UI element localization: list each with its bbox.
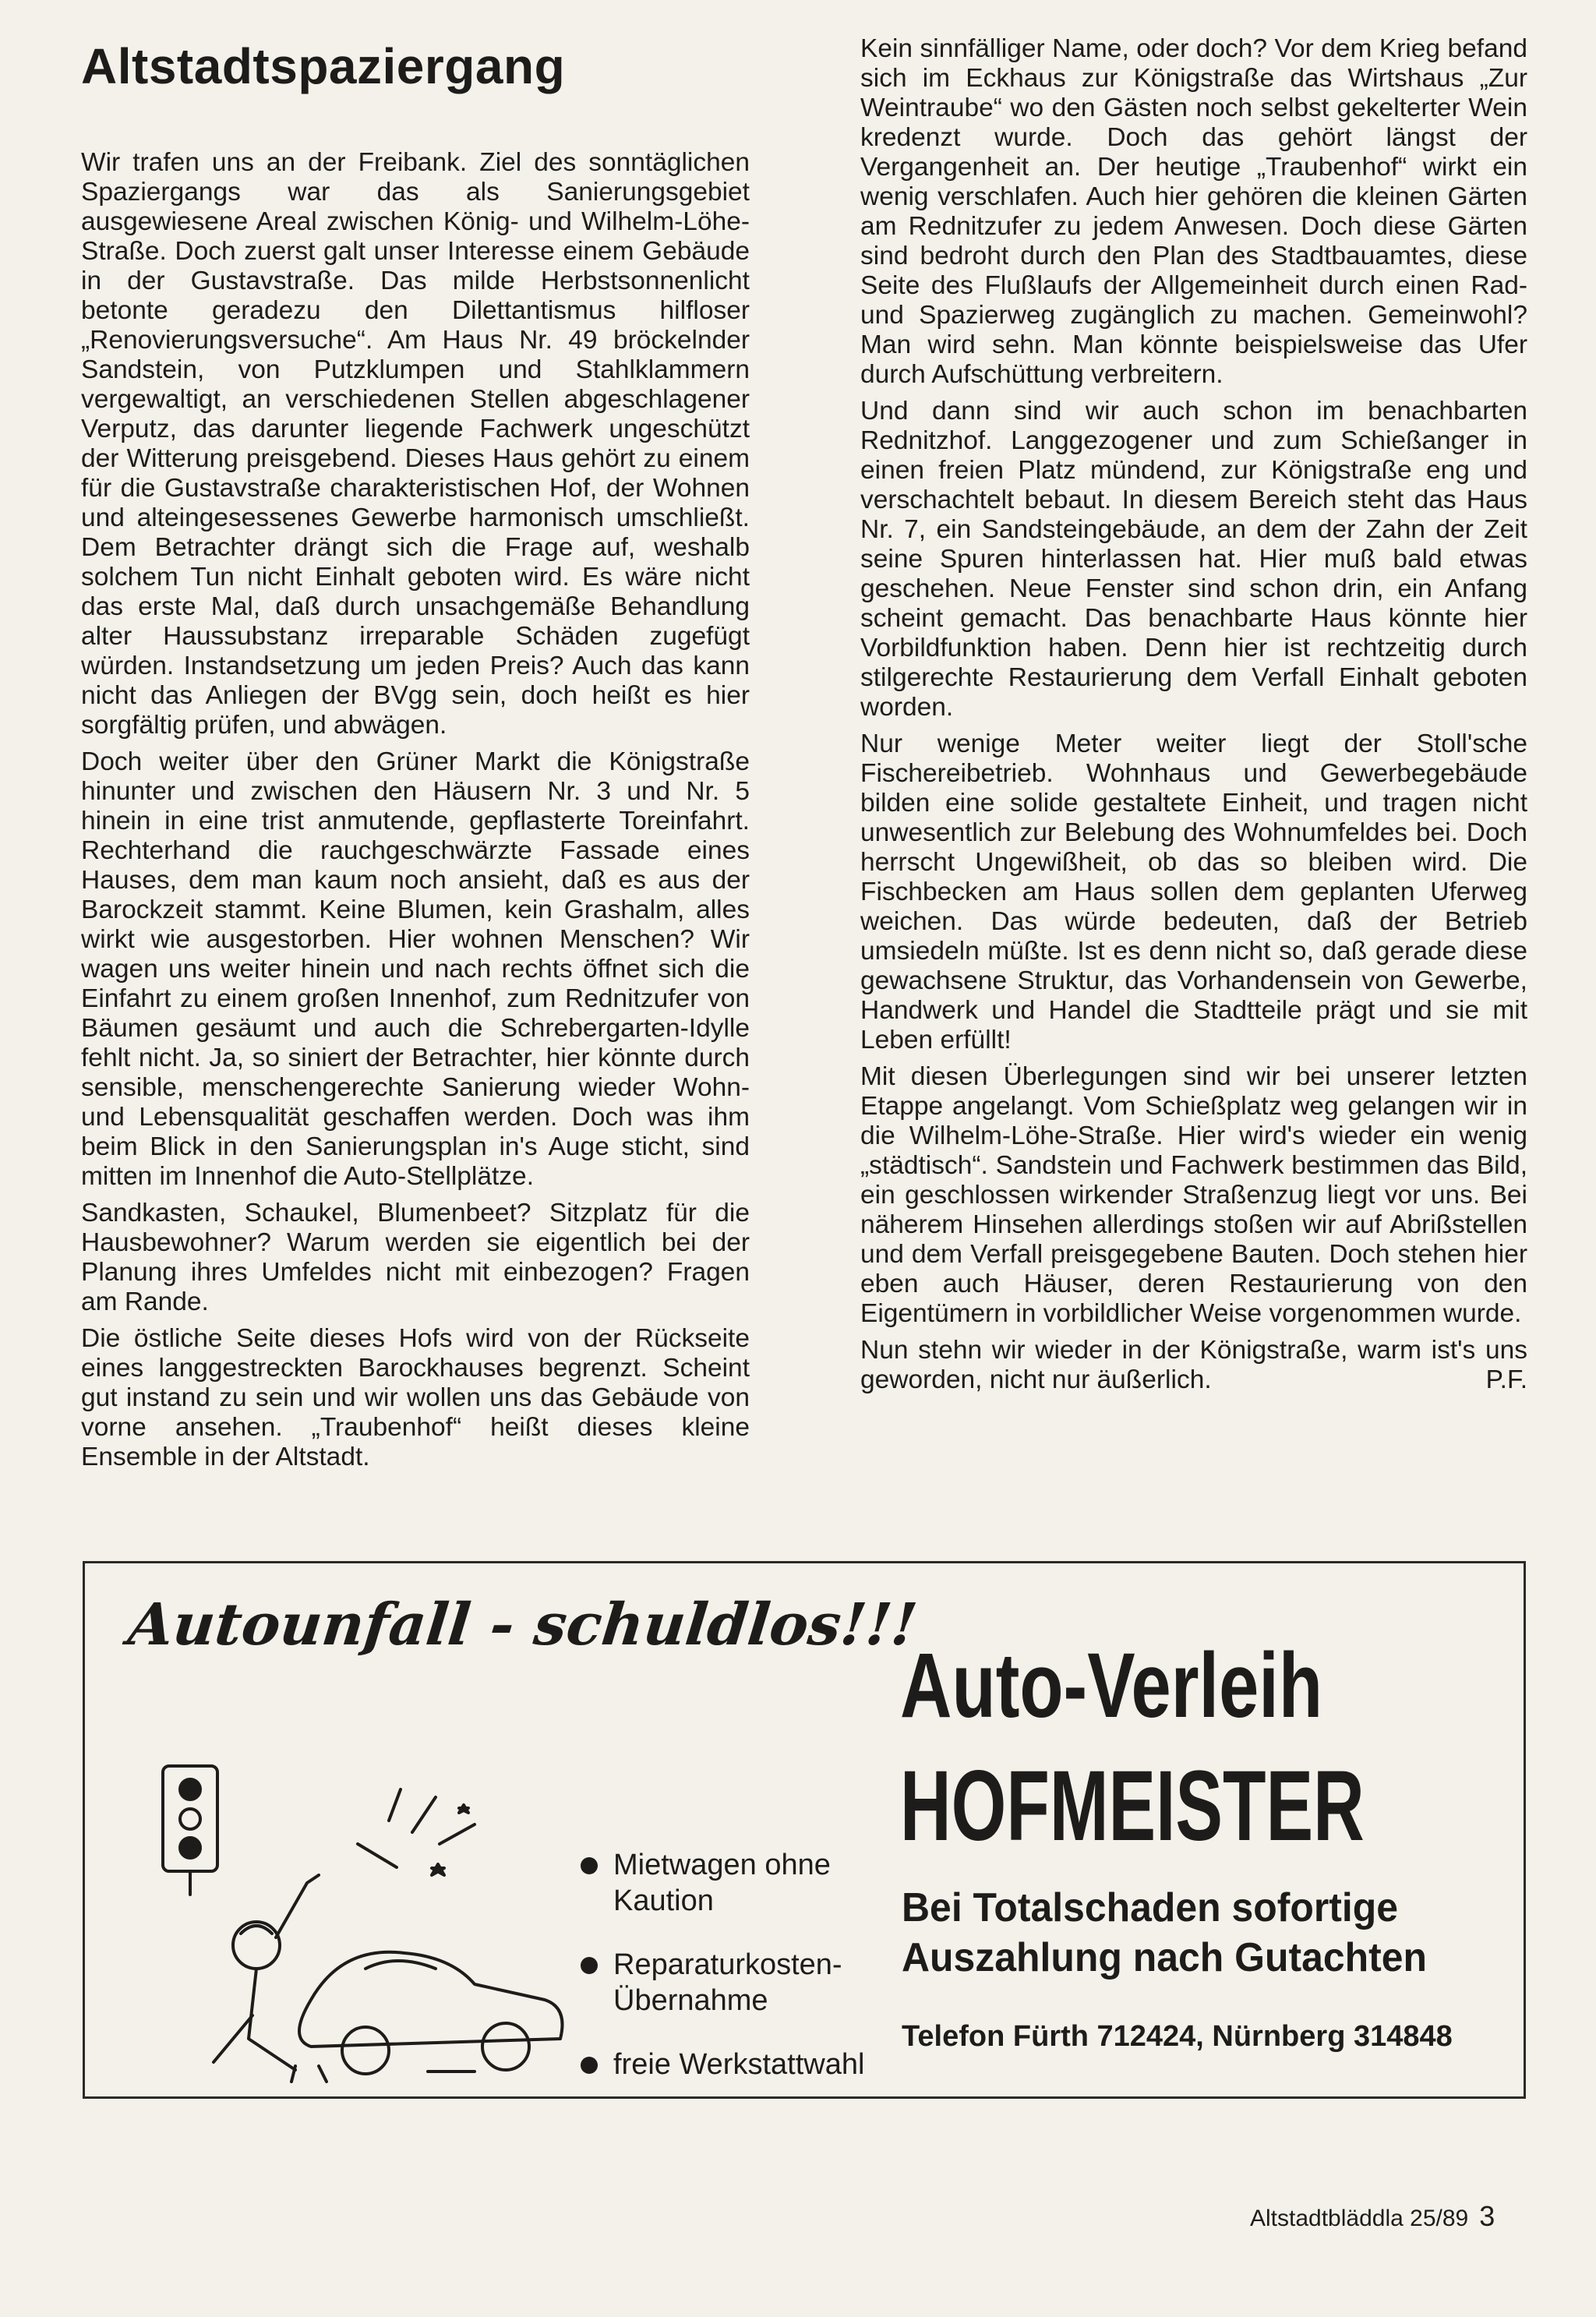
paragraph: Nur wenige Meter weiter liegt der Stoll'sche Fischereibetrieb. Wohnhaus und Gewerbegebäude bilden eine solide gestaltete Einheit, und tragen nicht unwesentlich zur Belebung des Wohnumfeldes bei. Doch herrscht Ungewißheit, ob das so bleiben wird. Die Fischbecken am Haus sollen dem geplanten Uferweg weichen. Das würde bedeuten, daß der Betrieb umsiedeln müßte. Ist es denn nicht so, daß gerade diese gewachsene Struktur, das Vorhandensein von Gewerbe, Handwerk und Handel die Stadtteile prägt und sie mit Leben erfüllt!: [860, 729, 1527, 1054]
ad-bullet-item: [581, 2047, 877, 2082]
paragraph: Mit diesen Überlegungen sind wir bei unserer letzten Etappe angelangt. Vom Schießplatz weg gelangen wir in die Wilhelm-Löhe-Straße. Hier wird's wieder ein wenig „städtisch“. Sandstein und Fachwerk bestimmen das Bild, ein geschlossen wirkender Straßenzug liegt vor uns. Bei näherem Hinsehen allerdings stoßen wir auf Abrißstellen und dem Verfall preisgegebene Bauten. Doch stehen hier eben auch Häuser, deren Restaurierung von den Eigentümern in vorbildlicher Weise vorgenommen wurde.: [860, 1062, 1527, 1328]
paragraph-closing: [860, 1336, 1527, 1395]
advertisement-box: [83, 1561, 1526, 2099]
paragraph: Und dann sind wir auch schon im benachbarten Rednitzhof. Langgezogener und zum Schießanger in einen freien Platz mündend, zur Königstraße eng und verschachtelt bebaut. In diesem Bereich steht das Haus Nr. 7, ein Sandsteingebäude, an dem der Zahn der Zeit seine Spuren hinterlassen hat. Hier muß bald etwas geschehen. Neue Fenster sind schon drin, ein Anfang scheint gemacht. Das benachbarte Haus könnte hier Vorbildfunktion haben. Denn hier ist rechtzeitig durch stilgerechte Restaurierung dem Verfall Einhalt geboten worden.: [860, 397, 1527, 722]
paragraph: Sandkasten, Schaukel, Blumenbeet? Sitzplatz für die Hausbewohner? Warum werden sie eigentlich bei der Planung ihres Umfeldes nicht mit einbezogen? Fragen am Rande.: [81, 1199, 750, 1316]
author-signature: P.F.: [1485, 1365, 1527, 1394]
ad-brand-line2: HOFMEISTER: [900, 1750, 1365, 1862]
ad-bullet-item: [581, 1847, 877, 1919]
paragraph: Wir trafen uns an der Freibank. Ziel des sonntäglichen Spaziergangs war das als Sanierungsgebiet ausgewiesene Areal zwischen König- und Wilhelm-Löhe-Straße. Doch zuerst galt unser Interesse einem Gebäude in der Gustavstraße. Das milde Herbstsonnenlicht betonte geradezu den Dilettantismus hilfloser „Renovierungsversuche“. Am Haus Nr. 49 bröckelnder Sandstein, von Putzklumpen und Stahlklammern vergewaltigt, an verschiedenen Stellen abgeschlagener Verputz, das darunter liegende Fachwerk ungeschützt der Witterung preisgebend. Dieses Haus gehört zu einem für die Gustavstraße charakteristischen Hof, der Wohnen und alteingesessenes Gewerbe harmonisch umschließt. Dem Betrachter drängt sich die Frage auf, weshalb solchem Tun nicht Einhalt geboten wird. Es wäre nicht das erste Mal, daß durch unsachgemäße Behandlung alter Haussubstanz irreparable Schäden zugefügt würden. Instandsetzung um jeden Preis? Auch das kann nicht das Anliegen der BVgg sein, doch heißt es hier sorgfältig prüfen, und abwägen.: [81, 148, 750, 740]
ad-bullet-text: Reparaturkosten-Übernahme: [613, 1948, 842, 2017]
page-footer: [1250, 2200, 1495, 2233]
closing-text: Nun stehn wir wieder in der Königstraße, warm ist's uns geworden, nicht nur äußerlich.: [860, 1336, 1527, 1394]
article-title: Altstadtspaziergang: [81, 38, 566, 94]
bullet-dot-icon: [581, 1857, 598, 1874]
ad-tagline-line2: Auszahlung nach Gutachten: [902, 1935, 1427, 1980]
paragraph: Doch weiter über den Grüner Markt die Königstraße hinunter und zwischen den Häusern Nr. 3 und Nr. 5 hinein in eine trist anmutende, gepflasterte Toreinfahrt. Rechterhand die rauchgeschwärzte Fassade eines Hauses, dem man kaum noch ansieht, daß es aus der Barockzeit stammt. Keine Blumen, kein Grashalm, alles wirkt wie ausgestorben. Hier wohnen Menschen? Wir wagen uns weiter hinein und nach rechts öffnet sich die Einfahrt zu einem großen Innenhof, zum Rednitzufer von Bäumen gesäumt und auch die Schrebergarten-Idylle fehlt nicht. Ja, so siniert der Betrachter, hier könnte durch sensible, menschengerechte Sanierung wieder Wohn- und Lebensqualität geschaffen werden. Doch was ihm beim Blick in den Sanierungsplan in's Auge sticht, sind mitten im Innenhof die Auto-Stellplätze.: [81, 747, 750, 1191]
bullet-dot-icon: [581, 1957, 598, 1974]
article-column-left: [81, 148, 750, 1479]
publication-name: Altstadtbläddla 25/89: [1250, 2206, 1469, 2231]
paragraph: Kein sinnfälliger Name, oder doch? Vor dem Krieg befand sich im Eckhaus zur Königstraße das Wirtshaus „Zur Weintraube“ wo den Gästen noch selbst gekelterter Wein kredenzt wurde. Doch das gehört längst der Vergangenheit an. Der heutige „Traubenhof“ wirkt ein wenig verschlafen. Auch hier gehören die kleinen Gärten am Rednitzufer zu jedem Anwesen. Doch diese Gärten sind bedroht durch den Plan des Stadtbauamtes, diese Seite des Flußlaufs der Allgemeinheit durch einen Rad- und Spazierweg zugänglich zu machen. Gemeinwohl? Man wird sehn. Man könnte beispielsweise das Ufer durch Aufschüttung verbreitern.: [860, 34, 1527, 389]
paragraph: Die östliche Seite dieses Hofs wird von der Rückseite eines langgestreckten Barockhauses begrenzt. Scheint gut instand zu sein und wir wollen uns das Gebäude von vorne ansehen. „Traubenhof“ heißt dieses kleine Ensemble in der Altstadt.: [81, 1324, 750, 1471]
bullet-dot-icon: [581, 2057, 598, 2074]
page-number: 3: [1479, 2200, 1495, 2232]
ad-tagline-line1: Bei Totalschaden sofortige: [902, 1885, 1399, 1930]
ad-bullet-item: [581, 1947, 877, 2019]
ad-bullet-list: [581, 1847, 877, 2110]
ad-headline: Autounfall - schuldlos!!!: [125, 1591, 920, 1658]
ad-bullet-text: Mietwagen ohne Kaution: [613, 1849, 831, 1917]
car-crash-cartoon-icon: [132, 1758, 599, 2086]
ad-bullet-text: freie Werkstattwahl: [613, 2048, 865, 2081]
ad-phone: Telefon Fürth 712424, Nürnberg 314848: [902, 2020, 1453, 2053]
article-column-right: [860, 34, 1527, 1402]
ad-brand-line1: Auto-Verleih: [900, 1634, 1323, 1737]
ad-tagline: [902, 1883, 1427, 1983]
